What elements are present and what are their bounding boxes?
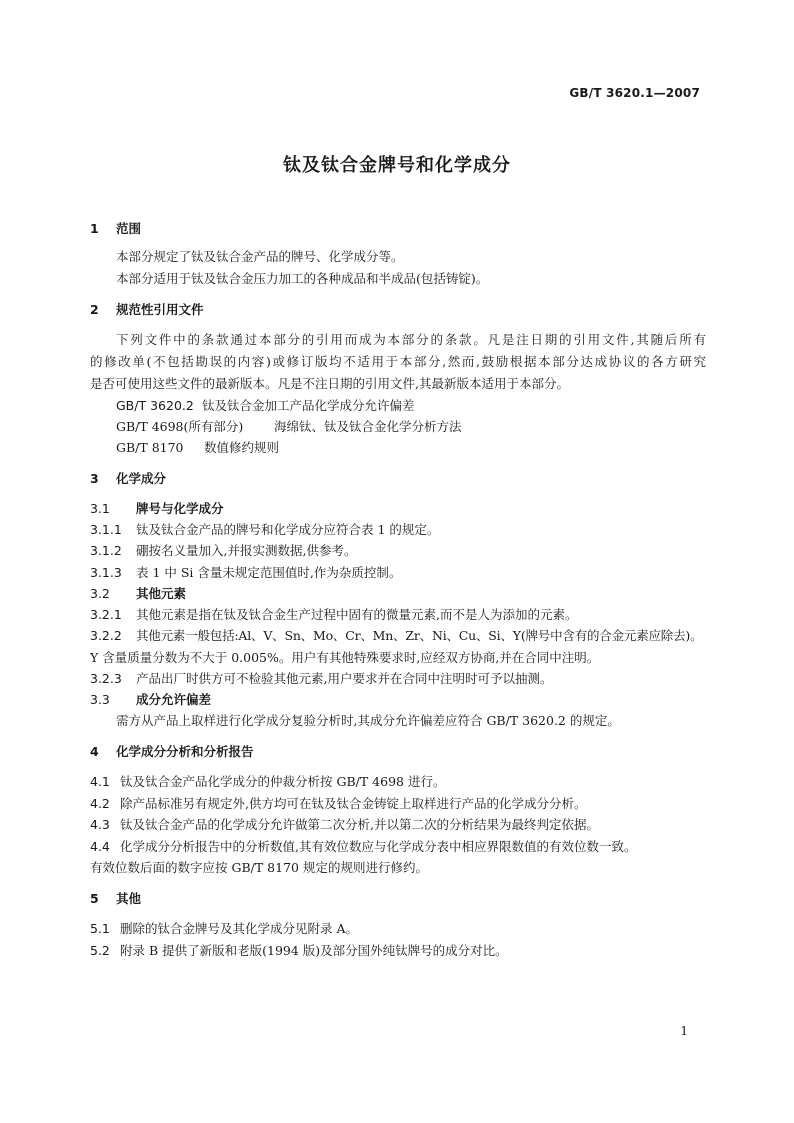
clause-number: 4.4: [90, 839, 110, 854]
clause-3-2-2-continued: Y 含量质量分数为不大于 0.005%。用户有其他特殊要求时,应经双方协商,并在合同中注明。: [90, 650, 600, 665]
paragraph-line: 下列文件中的条款通过本部分的引用而成为本部分的条款。凡是注日期的引用文件,其随后所有: [116, 332, 706, 347]
clause-text: 产品出厂时供方可不检验其他元素,用户要求并在合同中注明时可予以抽测。: [136, 671, 553, 686]
clause-number: 3.2.2: [90, 628, 122, 643]
subsection-number: 3.3: [90, 692, 110, 707]
clause-text: 化学成分分析报告中的分析数值,其有效位数应与化学成分表中相应界限数值的有效位数一致。: [120, 839, 637, 854]
clause-4-4: [90, 839, 706, 855]
clause-text: 硼按名义量加入,并报实测数据,供参考。: [136, 543, 357, 558]
reference-title: 海绵钛、钛及钛合金化学分析方法: [274, 419, 462, 434]
clause-3-1-1: [90, 522, 439, 538]
clause-4-1: [90, 774, 445, 790]
section-number: 5: [90, 891, 99, 906]
subsection-title: 其他元素: [136, 586, 187, 601]
clause-4-2: [90, 796, 586, 812]
clause-text: 附录 B 提供了新版和老版(1994 版)及部分国外纯钛牌号的成分对比。: [120, 943, 508, 958]
section-1-heading: [90, 221, 141, 237]
subsection-number: 3.2: [90, 586, 110, 601]
section-4-heading: [90, 744, 254, 760]
reference-code: GB/T 3620.2: [116, 398, 194, 413]
clause-number: 3.2.3: [90, 671, 122, 686]
clause-3-1-3: [90, 565, 401, 581]
clause-number: 3.1.3: [90, 565, 122, 580]
clause-3-2-1: [90, 607, 577, 623]
clause-number: 5.1: [90, 921, 110, 936]
section-title: 其他: [116, 891, 142, 906]
section-title: 化学成分分析和分析报告: [116, 744, 254, 759]
section-number: 3: [90, 471, 99, 486]
clause-4-4-continued: 有效位数后面的数字应按 GB/T 8170 规定的规则进行修约。: [90, 860, 428, 875]
section-title: 化学成分: [116, 471, 167, 486]
reference-item: [116, 419, 462, 435]
clause-3-2-2: [90, 628, 706, 644]
section-3-heading: [90, 471, 166, 487]
reference-title: 钛及钛合金加工产品化学成分允许偏差: [202, 398, 415, 413]
section-number: 2: [90, 302, 99, 317]
subsection-title: 成分允许偏差: [136, 692, 212, 707]
document-title: 钛及钛合金牌号和化学成分: [283, 155, 511, 176]
reference-item: [116, 440, 279, 456]
section-number: 4: [90, 744, 99, 759]
section-title: 范围: [116, 221, 142, 236]
paragraph: 本部分适用于钛及钛合金压力加工的各种成品和半成品(包括铸锭)。: [116, 271, 489, 286]
clause-number: 3.1.1: [90, 522, 122, 537]
reference-item: [116, 398, 415, 414]
clause-4-3: [90, 817, 599, 833]
subsection-3-2-heading: [90, 586, 186, 602]
clause-text: 钛及钛合金产品的牌号和化学成分应符合表 1 的规定。: [136, 522, 440, 537]
page-number: 1: [680, 1024, 688, 1038]
standard-number: GB/T 3620.1—2007: [569, 86, 700, 100]
clause-text: 其他元素一般包括:Al、V、Sn、Mo、Cr、Mn、Zr、Ni、Cu、Si、Y(牌号中含有的合金元素应除去)。: [136, 628, 703, 643]
clause-5-2: [90, 943, 508, 959]
clause-5-1: [90, 921, 358, 937]
paragraph-line: 的修改单(不包括勘误的内容)或修订版均不适用于本部分,然而,鼓励根据本部分达成协议的各方研究: [90, 354, 706, 369]
clause-number: 4.2: [90, 796, 110, 811]
clause-number: 4.1: [90, 774, 110, 789]
clause-3-1-2: [90, 543, 356, 559]
reference-code: GB/T 8170: [116, 440, 184, 455]
clause-text: 删除的钛合金牌号及其化学成分见附录 A。: [120, 921, 359, 936]
clause-text: 其他元素是指在钛及钛合金生产过程中固有的微量元素,而不是人为添加的元素。: [136, 607, 578, 622]
section-2-heading: [90, 302, 204, 318]
clause-text: 表 1 中 Si 含量未规定范围值时,作为杂质控制。: [136, 565, 402, 580]
subsection-3-3-heading: [90, 692, 211, 708]
clause-number: 3.1.2: [90, 543, 122, 558]
paragraph: 本部分规定了钛及钛合金产品的牌号、化学成分等。: [116, 249, 404, 264]
clause-text: 除产品标准另有规定外,供方均可在钛及钛合金铸锭上取样进行产品的化学成分分析。: [120, 796, 587, 811]
subsection-number: 3.1: [90, 501, 110, 516]
paragraph-line: 是否可使用这些文件的最新版本。凡是不注日期的引用文件,其最新版本适用于本部分。: [90, 376, 569, 391]
paragraph: 需方从产品上取样进行化学成分复验分析时,其成分允许偏差应符合 GB/T 3620.2 的规定。: [116, 713, 620, 728]
section-title: 规范性引用文件: [116, 302, 204, 317]
clause-number: 4.3: [90, 817, 110, 832]
clause-3-2-3: [90, 671, 552, 687]
clause-text: 钛及钛合金产品化学成分的仲裁分析按 GB/T 4698 进行。: [120, 774, 446, 789]
reference-code: GB/T 4698(所有部分): [116, 419, 244, 434]
section-5-heading: [90, 891, 141, 907]
subsection-title: 牌号与化学成分: [136, 501, 224, 516]
reference-title: 数值修约规则: [204, 440, 280, 455]
clause-number: 3.2.1: [90, 607, 122, 622]
subsection-3-1-heading: [90, 501, 224, 517]
section-number: 1: [90, 221, 99, 236]
clause-text: 钛及钛合金产品的化学成分允许做第二次分析,并以第二次的分析结果为最终判定依据。: [120, 817, 599, 832]
clause-number: 5.2: [90, 943, 110, 958]
